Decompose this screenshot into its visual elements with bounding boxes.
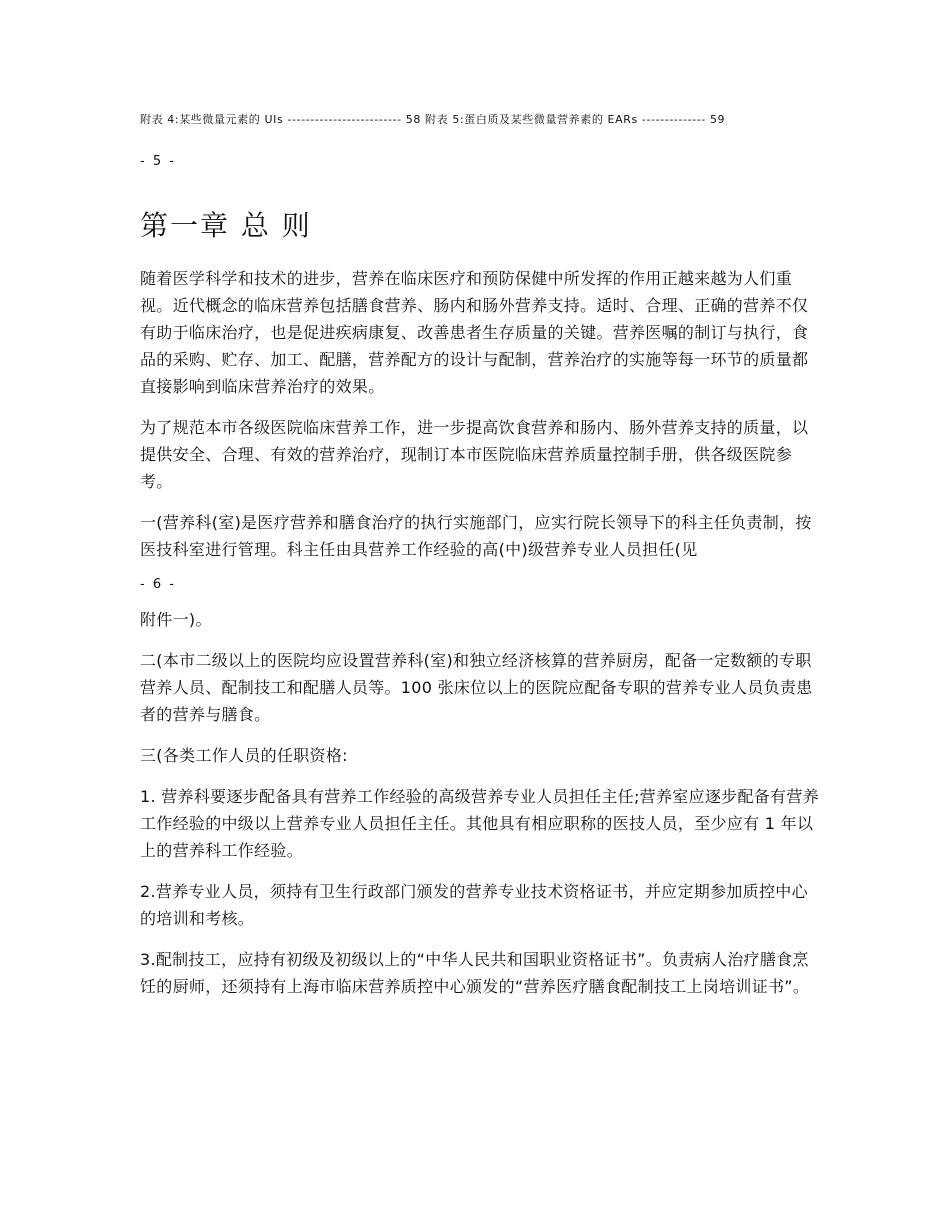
paragraph-section-1-cont: 附件一)。 <box>140 610 212 629</box>
paragraph-intro: 随着医学科学和技术的进步，营养在临床医疗和预防保健中所发挥的作用正越来越为人们重视。近代概念的临床营养包括膳食营养、肠内和肠外营养支持。适时、合理、正确的营养不仅有助于临床治疗，也是促进疾病康复、改善患者生存质量的关键。营养医嘱的制订与执行，食品的采购、贮存、加工、配膳，营养配方的设计与配制，营养治疗的实施等每一环节的质量都直接影响到临床营养治疗的效果。 <box>140 269 809 396</box>
paragraph-purpose: 为了规范本市各级医院临床营养工作，进一步提高饮食营养和肠内、肠外营养支持的质量，以提供安全、合理、有效的营养治疗，现制订本市医院临床营养质量控制手册，供各级医院参考。 <box>140 418 809 491</box>
paragraph-section-3: 三(各类工作人员的任职资格: <box>140 746 348 765</box>
document-page <box>140 110 820 1000</box>
page-number: - 5 - <box>140 154 176 169</box>
chapter-title: 第一章 总 则 <box>140 209 312 242</box>
paragraph-item-1: 1. 营养科要逐步配备具有营养工作经验的高级营养专业人员担任主任;营养室应逐步配备有营养工作经验的中级以上营养专业人员担任主任。其他具有相应职称的医技人员，至少应有 1 年以上的营养科工作经验。 <box>140 787 819 860</box>
toc-entry: 附表 4:某些微量元素的 UIs ------------------------- 58 附表 5:蛋白质及某些微量营养素的 EARs -------------- 59 <box>140 113 726 126</box>
paragraph-item-3: 3.配制技工，应持有初级及初级以上的“中华人民共和国职业资格证书”。负责病人治疗膳食烹饪的厨师，还须持有上海市临床营养质控中心颁发的“营养医疗膳食配制技工上岗培训证书”。 <box>140 950 810 996</box>
paragraph-section-1: 一(营养科(室)是医疗营养和膳食治疗的执行实施部门，应实行院长领导下的科主任负责制，按医技科室进行管理。科主任由具营养工作经验的高(中)级营养专业人员担任(见 <box>140 513 812 559</box>
paragraph-item-2: 2.营养专业人员，须持有卫生行政部门颁发的营养专业技术资格证书，并应定期参加质控中心的培训和考核。 <box>140 882 808 928</box>
page-number: - 6 - <box>140 577 176 592</box>
paragraph-section-2: 二(本市二级以上的医院均应设置营养科(室)和独立经济核算的营养厨房，配备一定数额的专职营养人员、配制技工和配膳人员等。100 张床位以上的医院应配备专职的营养专业人员负责患者的营养与膳食。 <box>140 651 813 724</box>
